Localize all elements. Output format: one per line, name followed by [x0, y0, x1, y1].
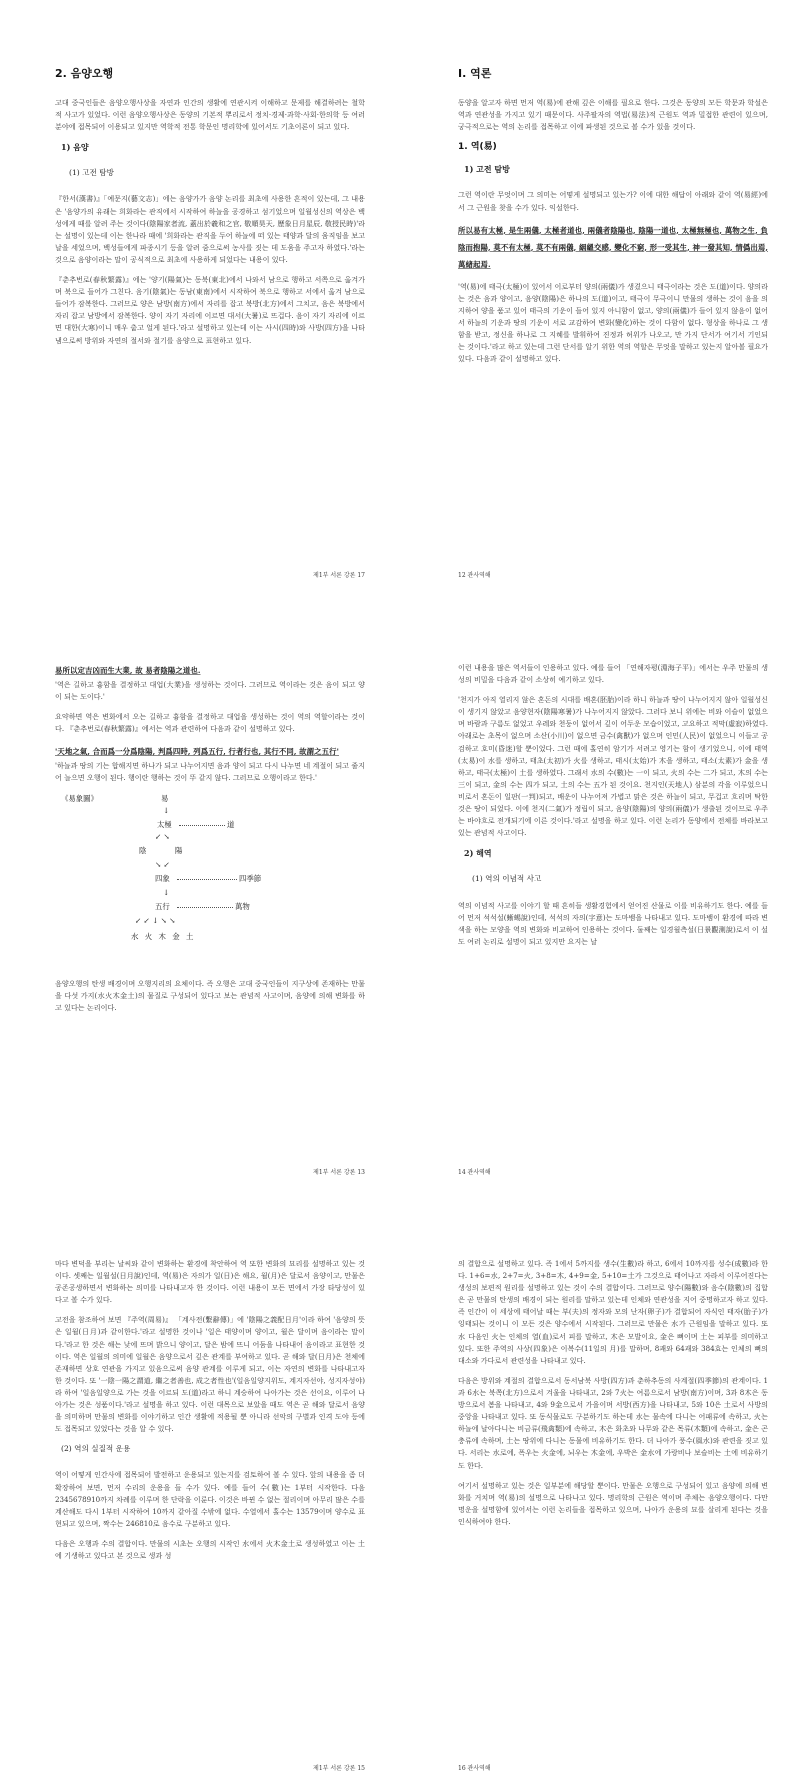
yixiang-diagram: [55, 793, 365, 968]
page-16: [458, 1258, 768, 1791]
page-body: [55, 662, 365, 1014]
dotted-leader: [179, 825, 225, 826]
diagram-node-yang: 陽: [175, 845, 183, 855]
subsection-heading: (2) 역의 실질적 운용: [61, 1444, 131, 1454]
paragraph: 의 결합으로 설명하고 있다. 즉 1에서 5까지를 생수(生數)라 하고, 6에서 10까지를 성수(成數)라 한다. 1+6=水, 2+7=火, 3+8=木, 4+9=金, 5+10=土가 그것으로 태어나고 자라서 이루어진다는 생성의 보편적 원리를 설명하고 있는 것이 수의 결합이다. 그러므로 양수(陽數)와 음수(陰數)의 집합은 곧 만물의 탄생의 배경이 되는 원리를 말하고 있는데 인체와 연관성을 지어 중명하고자 하고 있다. 즉 인간이 이 세상에 태어날 때는 부(夫)의 정자와 모의 난자(卵子)가 결합되어 자식인 태자(胎子)가 잉태되는 것이니 이 모든 것은 양수에서 시작된다. 그러므로 만물은 水가 근원임을 말하고 있다. 또 水 다음인 火는 인체의 열(血)로서 피를 말하고, 木은 모발이요, 金은 뼈이며 土는 피부를 의미하고 있다. 또한 주역의 사상(四象)은 이복수(11일의 月)를 말하며, 8괘와 64괘와 384효는 인체의 뼈의 대소와 가다로서 관련성을 나타내고 있다.: [458, 1259, 768, 1365]
arrow-down-icon: ↓: [163, 887, 170, 897]
paragraph: 그런 역이란 무엇이며 그 의미는 어떻게 설명되고 있는가? 이에 대한 해답이 아래와 같이 역(易經)에서 그 근원을 찾을 수가 있다. 익설한다.: [458, 190, 768, 212]
diagram-node-sixiang: 四象: [155, 873, 170, 883]
quote: '역은 길하고 흉함을 결정하고 대업(大業)을 생성하는 것이다. 그러므로 역이라는 것은 음이 되고 양이 되는 도이다.': [55, 680, 365, 702]
diagram-title: 《易象圖》: [61, 793, 98, 803]
paragraph: 『춘추번로(春秋繁露)』에는 '양기(陽氣)는 동북(東北)에서 나와서 남으로 행하고 서쪽으로 옮겨가며 북으로 들어가 그친다. 음기(陰氣)는 동남(東南)에서 시작하여 북으로 행하고 서에서 옮겨 남으로 들어가 잠복한다. 그러므로 양은 남방(南方)에서 자리를 잡고 북방(北方)에서 그치고, 음은 북방에서 자리 잡고 남방에서 잠복한다. 양이 자기 자리에 이르면 대서(大暑)로 뜨겁다. 음이 자기 자리에 이르면 대한(大寒)이니 매우 춥고 얼게 된다.'라고 설명하고 있는데 이는 사시(四時)와 사방(四方)을 나타냄으로써 방위와 자연의 절서와 절기를 음양으로 표현하고 있다.: [55, 275, 365, 345]
page-folio: 제1부 서론 강론 15: [313, 1765, 365, 1772]
diagram-node-taiji: 太極: [157, 819, 172, 829]
paragraph: 고전을 참조하여 보면 『주역(周易)』 「계사전(繫辭傳)」에 '陰陽之義配日月'이라 하여 '음양의 뜻은 일월(日月)과 같이한다.'라고 설명한 것이나 '일은 태양이며 양이고, 월은 달이며 음이라는 말이다.'라고 한 것은 해는 낮에 뜨며 밝으니 양이고, 달은 밤에 뜨니 어둠을 나타내어 음이라고 표현한 것이다. 역은 일월의 의미에 일월은 음양으로서 깊은 관계를 부여하고 있다. 곧 해와 달(日月)은 천체에 존재하면 상호 연관을 가지고 있음으로써 음양 관계를 이루게 되고, 이는 자연의 변화를 나타내고자 한 것이다. 또 '一陰一陽之謂道, 繼之者善也, 成之者性也'(일음일양지위도, 계지자선야, 성지자성야)라 하여 '일음일양으로 가는 것을 이르되 도(道)라고 하니 계승하여 나아가는 것은 선이요, 이루어 나아가는 것은 성품이다.'라고 설명을 하고 있다. 이런 대목으로 보았을 때도 역은 곧 해와 달로서 음양을 의미하며 만물의 변화를 이야기하고 인간 생활에 적용될 뿐 아니라 선악의 구별과 인격 도야 등에도 접목되고 있었다는 것을 알 수 있다.: [55, 1315, 365, 1434]
paragraph: 동양을 알고자 하면 먼저 역(易)에 관해 깊은 이해를 필요로 한다. 그것은 동양의 모든 학문과 학설은 역과 연관성을 가지고 있기 때문이다. 사주팔자의 역법(易法)적 근원도 역과 밀접한 관련이 있으며, 궁극적으로는 역의 논리를 접목하고 이에 파생된 것으로 볼 수가 있을 것이다.: [458, 98, 768, 132]
paragraph: 요약하면 역은 변화에서 오는 길하고 흉함을 결정하고 대업을 생성하는 것이 역의 역할이라는 것이다. 『춘추번로(春秋繁露)』에서는 역과 관련하여 다음과 같이 설명하고 있다.: [55, 712, 365, 734]
quote: '천지가 아직 열리지 않은 혼돈의 시대를 배혼(胚胎)이라 하니 하늘과 땅이 나누어지지 않아 일월성신이 생기지 않았고 음양현자(陰陽寒暑)가 나누어지지 않았다. 그러다 보니 위에는 비와 이슬이 없었으며 바람과 구름도 없었고 우레와 천둥이 없어서 깊이 어두운 모습이었고, 고요하고 적막(虛寂)하였다. 아래로는 초목이 없으며 소산(小川)이 없으면 금수(禽獸)가 없으며 인민(人民)이 없었으니 이들고 공검하고 호미(昏迷)할 뿐이었다. 그런 때에 홀연히 암기가 서려고 영기는 함이 생기었으니, 이에 태역(太易)이 水를 생하고, 태초(太初)가 火를 생하고, 태시(太始)가 木을 생하고, 태소(太素)가 金을 생하고, 태극(太極)이 土를 생하였다. 그래서 水의 수(數)는 一이 되고, 火의 수는 二가 되고, 木의 수는 三이 되고, 金의 수는 四가 되고, 土의 수는 五가 된 것이요. 천지인(天地人) 삼분의 각을 이루었으니 비로서 혼돈이 일판(一判)되고, 배운이 나누어져 가볍고 맑은 것은 하늘이 되고, 무겁고 흐리며 탁한 것은 땅이 되었다. 이에 천지(二氣)가 정립이 되고, 음양(陰陽)의 양의(兩儀)가 생출된 것이므로 우주는 바야흐로 전개되기에 이른 것이다.'라고 설명을 하고 있다. 이런 논리가 동양에서 전체를 바라보고 있는 관념적 사고이다.: [458, 695, 768, 838]
page-12: [458, 65, 768, 605]
page-body: [55, 97, 365, 347]
classical-quote: '天地之氣, 合而爲一分爲陰陽, 判爲四時, 列爲五行, 行者行也, 其行不同, 故謂之五行': [55, 747, 339, 757]
subsection-heading: (1) 역의 이념적 사고: [472, 874, 542, 884]
page-body: [458, 97, 768, 365]
page-folio: 제1부 서론 강론 17: [313, 572, 365, 579]
subsection-heading: 1) 고전 탐방: [464, 164, 510, 175]
paragraph: 여기서 설명하고 있는 것은 일부분에 해당할 뿐이다. 만물은 오행으로 구성되어 있고 음양에 의해 변화를 거치며 역(易)의 설명으로 나타나고 있다. 명리학의 근원은 역이며 주체는 음양오행이다. 다만 명운을 설명함에 있어서는 이런 논리들을 접목하고 있으며, 나아가 운용의 묘를 살리게 된다는 것을 인식하여야 한다.: [458, 1480, 768, 1526]
paragraph: 다음은 오행과 수의 결합이다. 만물의 시초는 오행의 시작인 水에서 火木金土로 생성하였고 이는 土에 기생하고 있다고 본 것으로 생과 성: [55, 1538, 365, 1560]
page-title: 2. 음양오행: [55, 67, 114, 80]
paragraph: 고대 중국인들은 음양오행사상을 자연과 인간의 생활에 연관시켜 이해하고 문제를 해결하려는 철학적 사고가 있었다. 이런 음양오행사상은 동양의 기본적 뿌리로서 정치·경제·과학·사회·한의학 등 여러 분야에 접목되어 이용되고 있지만 역학적 전통 학문인 명리학에 있어서도 기초이론이 되고 있다.: [55, 98, 365, 132]
paragraph: 『한서(漢書)』「예문지(藝文志)」에는 음양가가 음양 논리를 최초에 사용한 흔적이 있는데, 그 내용은 '음양가의 유래는 희화라는 관직에서 시작하여 하늘을 공경하고 섬기었으며 일월성신의 역상은 백성에게 때를 알려 주는 것이다(陰陽家者流, 蓋出於羲和之官, 敬順昊天, 歷象日月星辰, 敬授民時)'라는 설명이 있는데 이는 한나라 때에 '희화라는 관직을 두어 하늘에 떠 있는 태양과 달의 움직임을 보고 날을 세었으며, 백성들에게 파종시기 등을 알려 줌으로써 농사를 짓는 데 도움을 주고자 하였다.'라는 것으로 음양이라는 말이 공식적으로 최초에 사용하게 되었다는 내용이 있다.: [55, 194, 365, 264]
page-folio: 14 관사역해: [458, 1169, 491, 1176]
page-folio: 16 관사역해: [458, 1765, 491, 1772]
paragraph: 음양오행의 탄생 배경이며 오행지리의 요체이다. 즉 오행은 고대 중국인들이 지구상에 존재하는 만물을 다섯 가지(水火木金土)의 물질로 구성되어 있다고 보는 관념적 사고이며, 음양에 의해 변화를 하고 있다는 논리이다.: [55, 978, 365, 1012]
paragraph: 다음은 방위와 계절의 결합으로서 동서남북 사방(四方)과 춘하추동의 사계절(四季節)의 관계이다. 1과 6水는 북쪽(北方)으로서 겨울을 나타내고, 2와 7火는 여름으로서 남방(南方)이며, 3과 8木은 동방으로서 봄을 나타내고, 4와 9金으로서 가을이며 서방(西方)을 나타내고, 5와 10은 土로서 사방의 중앙을 나타내고 있다. 또 동식물로도 구분하기도 하는데 水는 물속에 다니는 어패류에 속하고, 火는 하늘에 날아다니는 비금류(飛禽類)에 속하고, 木은 화초와 나무와 같은 목류(木類)에 속하고, 金은 곤충류에 속하며, 土는 땅위에 다니는 동물에 비유하기도 한다. 더 나아가 풍수(風水)와 관련을 짓고 있다. 서리는 水로에, 폭우는 火金에, 뇌우는 木金에, 우박은 金水에 가랑비나 보슬비는 土에 비유하기도 한다.: [458, 1375, 768, 1470]
paragraph: '역(易)에 태극(太極)이 있어서 이로부터 양의(兩儀)가 생겼으니 태극이라는 것은 도(道)이다. 양의라는 것은 음과 양이고, 음양(陰陽)은 하나의 도(道)이고, 태극이 무극이니 만물의 생하는 것이 음을 의지하여 양을 품고 있어 태극의 기운이 들어 있지 아니함이 없고, 양의(兩儀)가 들어 있지 않음이 없어서 하늘의 기운과 땅의 기운이 서로 교감하여 변화(變化)하는 것이 다함이 없다. 형상을 하나로 그 생함을 받고, 정신을 하나로 그 지혜를 발휘하여 진정과 허위가 나오고, 만 가지 단서가 여기서 기인되는 것이다.'라고 하고 있는데 그런 단서를 알기 위한 역의 역할은 무엇을 말하고 있는지 알아볼 필요가 있다. 다음과 같이 설명하고 있다.: [458, 281, 768, 364]
section-heading: 2) 해역: [464, 848, 492, 859]
page-folio: 제1부 서론 강론 13: [313, 1169, 365, 1176]
classical-quote: 所以易有太極, 是生兩儀, 太極者道也, 兩儀者陰陽也, 陰陽一道也, 太極無極也, 萬物之生, 負陰而抱陽, 莫不有太極, 莫不有兩儀, 絪縕交感, 變化不窮, 形一受其生, 神一發其知, 情僞出焉, 萬緖起焉.: [458, 225, 768, 269]
branch-arrows-icon: ↙ ↘: [155, 831, 170, 841]
dotted-leader: [177, 879, 237, 880]
paragraph: 이런 내용을 많은 역서들이 인용하고 있다. 예를 들어 「연해자평(淵海子平)」에서는 우주 만물의 생성의 비밀을 다음과 같이 소상히 예기하고 있다.: [458, 663, 768, 685]
subsection-heading: (1) 고전 탐방: [69, 168, 114, 178]
section-heading: 1) 음양: [61, 142, 89, 153]
diagram-node-yi: 易: [161, 793, 169, 803]
page-14: [458, 662, 768, 1202]
page-15: [55, 1258, 365, 1791]
classical-quote: 易所以定吉凶而生大業, 故 易者陰陽之道也.: [55, 666, 201, 675]
page-17: [55, 65, 365, 605]
arrow-down-icon: ↓: [163, 805, 170, 815]
quote: '하늘과 땅의 기는 합해지면 하나가 되고 나누어지면 음과 양이 되고 다시 나누면 네 계절이 되고 줄지어 늘으면 오행이 된다. 행이란 행하는 것이 뚜 같지 않다. 그러므로 오행이라고 한다.': [55, 761, 365, 783]
section-heading: 1. 역(易): [458, 142, 497, 153]
paragraph: 마다 변덕을 부리는 날씨와 같이 변화하는 환경에 착안하여 역 또한 변화의 묘리를 설명하고 있는 것이다. 셋째는 일월설(日月說)인데, 역(易)은 자의가 일(日)은 해요, 월(月)은 달로서 음양이고, 만물은 공존공생하면서 변화하는 의미를 나타내고자 한 것이다. 이런 내용이 모든 면에서 가장 타당성이 있다고 볼 수가 있다.: [55, 1259, 365, 1305]
page-title: I. 역론: [458, 67, 492, 80]
page-folio: 12 관사역해: [458, 572, 491, 579]
paragraph: 역의 이념적 사고를 이야기 할 때 흔히들 생활경험에서 얻어진 산물로 이를 비유하기도 한다. 예를 들어 먼저 석석설(蜥蜴說)인데, 석석의 자의(字意)는 도마뱀을 나타내고 있다. 도마뱀이 환경에 따라 변색을 하는 모양을 역의 변화와 비교하여 인용하는 것이다. 둘째는 일경월측설(日景觀測說)로서 이 설도 여러 논리로 설명이 되고 있지만 요지는 날: [458, 900, 768, 946]
diagram-node-seasons: 四季節: [239, 873, 262, 883]
page-13: [55, 662, 365, 1202]
fan-arrows-icon: ↙ ↙ ↓ ↘ ↘: [135, 915, 176, 925]
paragraph: 역이 어떻게 인간사에 접목되어 발전하고 운용되고 있는지를 검토하여 볼 수 있다. 앞의 내용을 좀 더 확장하여 보면, 먼저 수리의 운용을 들 수가 있다. 예를 들어 수(數)는 1부터 시작한다. 다음 2345678910까지 차례를 이루며 한 단락을 이룬다. 이것은 바뀐 수 없는 절리이며 아무리 많은 수를 계산해도 다시 1부터 시작하여 10까지 같아질 수밖에 없다. 수열에서 홀수는 13579이며 양수로 표현되고 있으며, 짝수는 246810로 음수로 구분하고 있다.: [55, 1470, 365, 1528]
diagram-node-dao: 道: [227, 819, 235, 829]
diagram-elements: 水 火 木 金 土: [131, 931, 196, 941]
page-body: [458, 662, 768, 948]
page-body: [55, 1258, 365, 1562]
merge-arrows-icon: ↘ ↙: [155, 859, 170, 869]
dotted-leader: [177, 907, 233, 908]
diagram-node-wuxing: 五行: [155, 901, 170, 911]
diagram-node-wanwu: 萬物: [235, 901, 250, 911]
page-body: [458, 1258, 768, 1528]
diagram-node-yin: 陰: [139, 845, 147, 855]
